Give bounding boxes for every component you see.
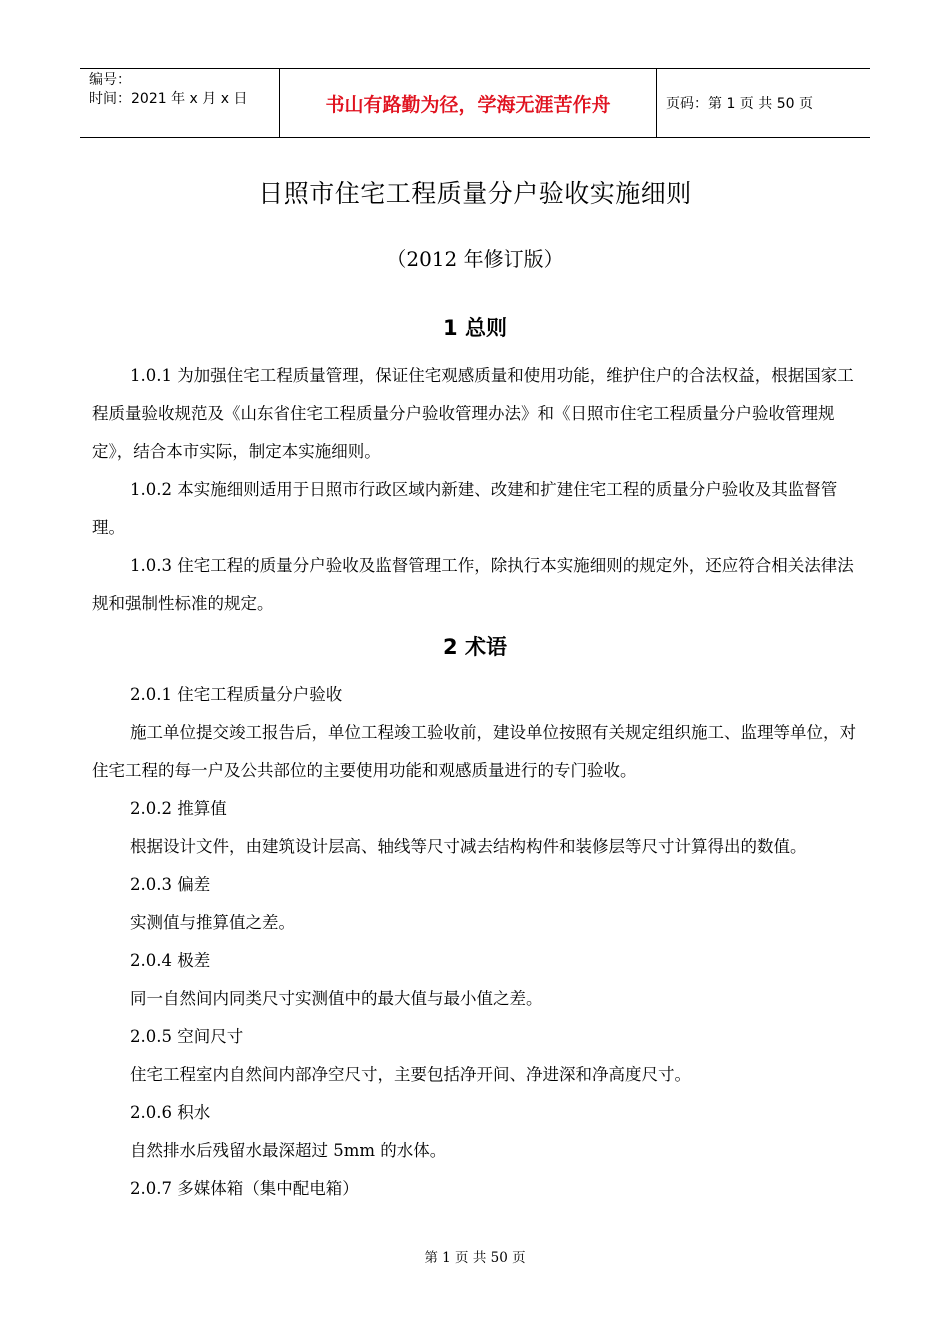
section-heading-general: 1 总则 xyxy=(443,316,507,340)
term-heading: 2.0.5 空间尺寸 xyxy=(130,1027,244,1046)
term-definition: 施工单位提交竣工报告后，单位工程竣工验收前，建设单位按照有关规定组织施工、监理等单位，对住宅工程的每一户及公共部位的主要使用功能和观感质量进行的专门验收。 xyxy=(92,723,856,780)
term-heading: 2.0.2 推算值 xyxy=(130,799,227,818)
time-label: 时间：2021 年 x 月 x 日 xyxy=(89,91,248,107)
term-definition: 同一自然间内同类尺寸实测值中的最大值与最小值之差。 xyxy=(130,989,543,1008)
number-label: 编号： xyxy=(89,72,131,88)
document-subtitle: （2012 年修订版） xyxy=(386,247,564,271)
term-heading: 2.0.4 极差 xyxy=(130,951,211,970)
document-title: 日照市住宅工程质量分户验收实施细则 xyxy=(258,179,692,208)
header-page-label: 页码：第 1 页 共 50 页 xyxy=(666,96,813,112)
section-terms-body xyxy=(92,676,868,1208)
term-heading: 2.0.3 偏差 xyxy=(130,875,211,894)
term-definition: 根据设计文件，由建筑设计层高、轴线等尺寸减去结构构件和装修层等尺寸计算得出的数值。 xyxy=(130,837,807,856)
term-definition: 实测值与推算值之差。 xyxy=(130,913,295,932)
term-definition: 自然排水后残留水最深超过 5mm 的水体。 xyxy=(130,1141,447,1160)
page-footer: 第 1 页 共 50 页 xyxy=(424,1250,526,1266)
term-definition: 住宅工程室内自然间内部净空尺寸，主要包括净开间、净进深和净高度尺寸。 xyxy=(130,1065,691,1084)
paragraph: 1.0.2 本实施细则适用于日照市行政区域内新建、改建和扩建住宅工程的质量分户验收及其监督管理。 xyxy=(92,480,838,537)
term-heading: 2.0.7 多媒体箱（集中配电箱） xyxy=(130,1179,359,1198)
header-meta-cell xyxy=(80,69,280,137)
section-general-body xyxy=(92,357,868,623)
term-heading: 2.0.1 住宅工程质量分户验收 xyxy=(130,685,343,704)
paragraph: 1.0.1 为加强住宅工程质量管理，保证住宅观感质量和使用功能，维护住户的合法权益，根据国家工程质量验收规范及《山东省住宅工程质量分户验收管理办法》和《日照市住宅工程质量分户验收管理规定》，结合本市实际，制定本实施细则。 xyxy=(92,366,854,461)
paragraph: 1.0.3 住宅工程的质量分户验收及监督管理工作，除执行本实施细则的规定外，还应符合相关法律法规和强制性标准的规定。 xyxy=(92,556,854,613)
term-heading: 2.0.6 积水 xyxy=(130,1103,211,1122)
header-table xyxy=(80,68,870,138)
header-motto: 书山有路勤为径，学海无涯苦作舟 xyxy=(280,69,657,137)
section-heading-terms: 2 术语 xyxy=(443,635,507,659)
